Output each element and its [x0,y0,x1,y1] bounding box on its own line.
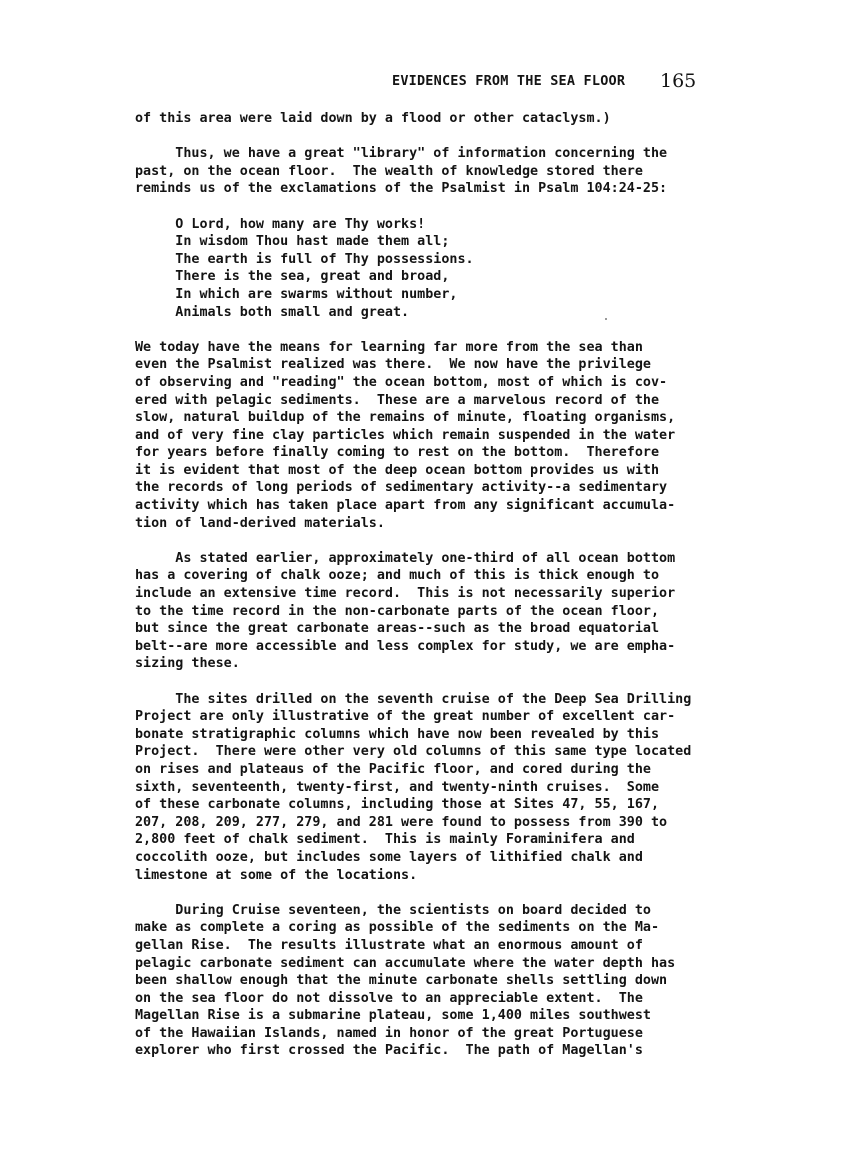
text-line: of these carbonate columns, including those at Sites 47, 55, 167, [135,797,660,813]
text-line: on the sea floor do not dissolve to an appreciable extent. The [135,990,643,1006]
text-line: The sites drilled on the seventh cruise of the Deep Sea Drilling [135,691,692,707]
text-line: We today have the means for learning far more from the sea than [135,339,643,355]
text-line: past, on the ocean floor. The wealth of knowledge stored there [135,163,643,179]
paragraph [135,691,735,885]
text-line: the records of long periods of sedimentary activity--a sedimentary [135,480,668,496]
psalm-quote [135,216,735,322]
text-line: belt--are more accessible and less complex for study, we are empha- [135,638,676,654]
paragraph [135,110,735,128]
text-line: even the Psalmist realized was there. We now have the privilege [135,357,651,373]
text-line: sizing these. [135,656,240,672]
text-line: Thus, we have a great "library" of information concerning the [135,146,668,162]
text-line: slow, natural buildup of the remains of minute, floating organisms, [135,410,676,426]
quote-line: In wisdom Thou hast made them all; [135,234,450,250]
text-line: limestone at some of the locations. [135,867,418,883]
text-line: 207, 208, 209, 277, 279, and 281 were found to possess from 390 to [135,814,668,830]
text-line: sixth, seventeenth, twenty-first, and twenty-ninth cruises. Some [135,779,660,795]
text-line: ered with pelagic sediments. These are a marvelous record of the [135,392,660,408]
text-line: of observing and "reading" the ocean bottom, most of which is cov- [135,374,668,390]
paragraph [135,902,735,1060]
scan-speck [605,318,607,320]
text-line: of this area were laid down by a flood or other cataclysm.) [135,111,611,126]
text-line: gellan Rise. The results illustrate what an enormous amount of [135,937,643,953]
text-line: tion of land-derived materials. [135,515,385,531]
paragraph [135,339,735,533]
text-line: of the Hawaiian Islands, named in honor of the great Portuguese [135,1025,643,1041]
text-line: Magellan Rise is a submarine plateau, some 1,400 miles southwest [135,1008,651,1024]
quote-line: O Lord, how many are Thy works! [135,216,426,232]
text-line: has a covering of chalk ooze; and much of this is thick enough to [135,568,660,584]
text-line: been shallow enough that the minute carbonate shells settling down [135,973,668,989]
text-line: and of very fine clay particles which remain suspended in the water [135,427,676,443]
quote-line: In which are swarms without number, [135,286,458,302]
text-line: to the time record in the non-carbonate parts of the ocean floor, [135,603,660,619]
page-number: 165 [660,70,697,92]
text-line: it is evident that most of the deep ocean bottom provides us with [135,462,660,478]
running-title: EVIDENCES FROM THE SEA FLOOR [392,73,626,89]
paragraph [135,550,735,673]
quote-line: The earth is full of Thy possessions. [135,251,474,267]
text-line: make as complete a coring as possible of the sediments on the Ma- [135,920,660,936]
text-line: Project are only illustrative of the great number of excellent car- [135,709,676,725]
text-line: explorer who first crossed the Pacific. The path of Magellan's [135,1043,643,1059]
quote-line: Animals both small and great. [135,304,410,320]
text-line: reminds us of the exclamations of the Psalmist in Psalm 104:24-25: [135,181,668,197]
text-line: coccolith ooze, but includes some layers of lithified chalk and [135,849,643,865]
text-line: As stated earlier, approximately one-third of all ocean bottom [135,550,676,566]
text-line: 2,800 feet of chalk sediment. This is mainly Foraminifera and [135,832,635,848]
quote-line: There is the sea, great and broad, [135,269,450,285]
text-line: include an extensive time record. This is not necessarily superior [135,586,676,602]
page-body [135,110,735,1060]
text-line: bonate stratigraphic columns which have now been revealed by this [135,726,660,742]
text-line: Project. There were other very old columns of this same type located [135,744,692,760]
text-line: activity which has taken place apart from any significant accumula- [135,498,676,514]
text-line: During Cruise seventeen, the scientists on board decided to [135,902,651,918]
text-line: pelagic carbonate sediment can accumulate where the water depth has [135,955,676,971]
paragraph [135,145,735,198]
text-line: but since the great carbonate areas--such as the broad equatorial [135,621,660,637]
text-line: on rises and plateaus of the Pacific floor, and cored during the [135,761,651,777]
text-line: for years before finally coming to rest on the bottom. Therefore [135,445,660,461]
